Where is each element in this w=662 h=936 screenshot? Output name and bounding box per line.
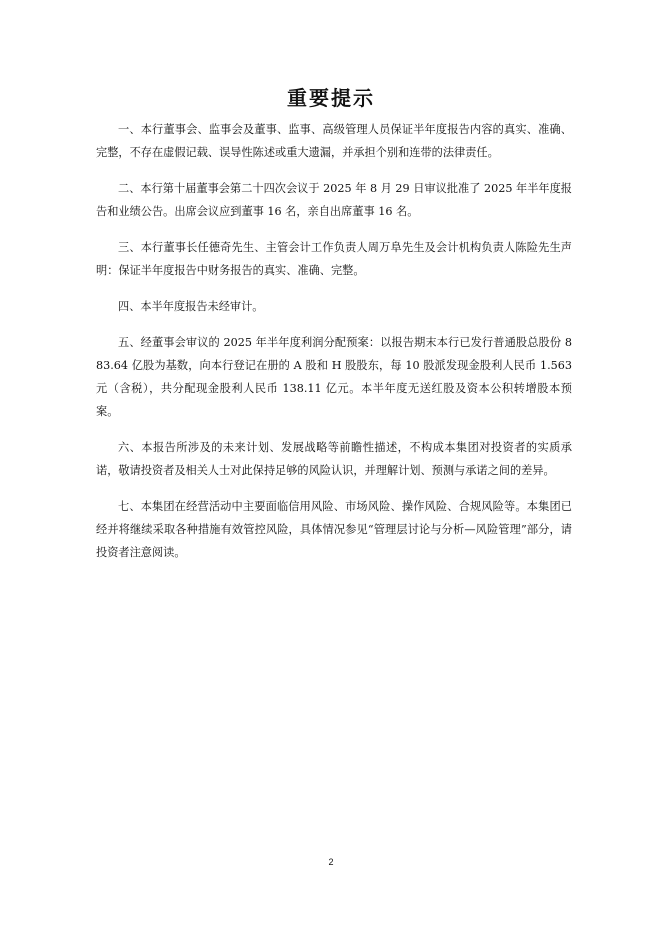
paragraph-4: 四、本半年度报告未经审计。 [118,300,264,313]
paragraph-3: 三、本行董事长任德奇先生、主管会计工作负责人周万阜先生及会计机构负责人陈险先生声明：保证半年度报告中财务报告的真实、准确、完整。 [96,241,572,277]
paragraph-7: 七、本集团在经营活动中主要面临信用风险、市场风险、操作风险、合规风险等。本集团已经并将继续采取各种措施有效管控风险，具体情况参见“管理层讨论与分析—风险管理”部分，请投资者注意阅读。 [96,500,572,559]
paragraph-1: 一、本行董事会、监事会及董事、监事、高级管理人员保证半年度报告内容的真实、准确、完整，不存在虚假记载、误导性陈述或重大遗漏，并承担个别和连带的法律责任。 [96,123,572,159]
paragraph-6: 六、本报告所涉及的未来计划、发展战略等前瞻性描述，不构成本集团对投资者的实质承诺，敬请投资者及相关人士对此保持足够的风险认识，并理解计划、预测与承诺之间的差异。 [96,441,572,477]
paragraph-5: 五、经董事会审议的 2025 年半年度利润分配预案：以报告期末本行已发行普通股总股份 883.64 亿股为基数，向本行登记在册的 A 股和 H 股股东，每 10 股派发现金股利人民币 1.563 元（含税），共分配现金股利人民币 138.11 亿元。本半年度无送红股及资本公积转增股本预案。 [96,336,572,418]
page-title: 重要提示 [287,86,375,110]
document-body [96,118,572,577]
paragraph-2: 二、本行第十届董事会第二十四次会议于 2025 年 8 月 29 日审议批准了 2025 年半年度报告和业绩公告。出席会议应到董事 16 名，亲自出席董事 16 名。 [96,182,572,218]
page-number: 2 [328,857,334,867]
